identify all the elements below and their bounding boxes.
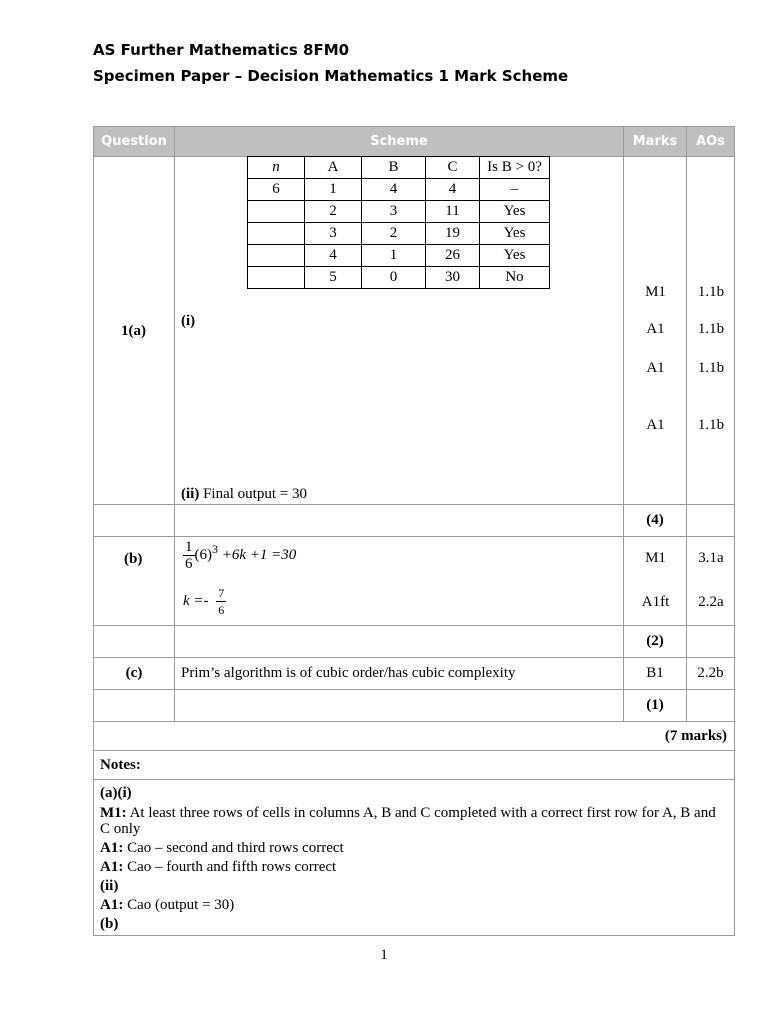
- mark-code: A1: [646, 417, 665, 433]
- trace-cell: 1: [362, 245, 426, 267]
- note-line: (ii): [100, 878, 119, 894]
- col-header-aos: AOs: [687, 127, 735, 157]
- marks-cell-1b: [624, 537, 687, 626]
- note-line: M1: At least three rows of cells in columns A, B and C completed with a correct first row for A, B and C only: [100, 805, 716, 837]
- notes-title: Notes:: [94, 751, 735, 780]
- trace-row: [248, 267, 550, 289]
- mark-code: A1ft: [641, 594, 670, 610]
- col-header-question: Question: [94, 127, 175, 157]
- notes-body: [94, 780, 735, 936]
- trace-cell: 26: [426, 245, 480, 267]
- trace-header-c: C: [426, 157, 480, 179]
- subtotal-1a: (4): [624, 505, 687, 537]
- ao-code: 3.1a: [698, 550, 724, 566]
- question-label: (b): [124, 551, 143, 567]
- scheme-cell-1a: [175, 157, 624, 505]
- mark-code: M1: [645, 284, 666, 300]
- trace-cell: Yes: [480, 245, 550, 267]
- ao-code: 2.2b: [687, 658, 735, 690]
- trace-cell: [248, 267, 305, 289]
- trace-row: [248, 179, 550, 201]
- col-header-marks: Marks: [624, 127, 687, 157]
- trace-table: [247, 156, 550, 289]
- trace-cell: 1: [305, 179, 362, 201]
- note-line: (b): [100, 916, 119, 932]
- note-line: A1: Cao (output = 30): [100, 897, 235, 913]
- trace-header-b: B: [362, 157, 426, 179]
- note-line: (a)(i): [100, 785, 132, 801]
- question-cell-1c: (c): [94, 658, 175, 690]
- trace-header-check: Is B > 0?: [480, 157, 550, 179]
- trace-cell: [248, 223, 305, 245]
- total-marks: (7 marks): [94, 722, 735, 751]
- trace-cell: 2: [305, 201, 362, 223]
- subtotal-1c: (1): [624, 690, 687, 722]
- note-line: A1: Cao – second and third rows correct: [100, 840, 344, 856]
- trace-cell: Yes: [480, 201, 550, 223]
- trace-cell: [248, 245, 305, 267]
- equation-2: k =- $\frac{7}{6}$: [183, 586, 225, 617]
- mark-code: B1: [624, 658, 687, 690]
- trace-cell: 30: [426, 267, 480, 289]
- trace-cell: 4: [305, 245, 362, 267]
- scheme-cell-1c: Prim’s algorithm is of cubic order/has cubic complexity: [175, 658, 624, 690]
- question-cell-1a: [94, 157, 175, 505]
- part-i-label: (i): [181, 313, 196, 329]
- col-header-scheme: Scheme: [175, 127, 624, 157]
- marks-cell-1a: [624, 157, 687, 505]
- mark-code: A1: [646, 360, 665, 376]
- trace-cell: –: [480, 179, 550, 201]
- trace-cell: 4: [362, 179, 426, 201]
- trace-header-n: n: [248, 157, 305, 179]
- mark-code: A1: [646, 321, 665, 337]
- trace-cell: 6: [248, 179, 305, 201]
- trace-cell: 11: [426, 201, 480, 223]
- note-line: A1: Cao – fourth and fifth rows correct: [100, 859, 337, 875]
- question-cell-1b: [94, 537, 175, 626]
- trace-cell: 19: [426, 223, 480, 245]
- aos-cell-1a: [687, 157, 735, 505]
- mark-scheme-table: [93, 126, 735, 936]
- question-label: 1(a): [121, 323, 146, 339]
- mark-code: M1: [645, 550, 666, 566]
- equation-1: $\frac{1}{6}$ $(6)^3 +6k +1 =30$: [185, 539, 297, 572]
- ao-code: 1.1b: [697, 360, 725, 376]
- page-number: 1: [380, 947, 388, 963]
- aos-cell-1b: [687, 537, 735, 626]
- trace-cell: No: [480, 267, 550, 289]
- part-ii-answer: (ii) Final output = 30: [181, 486, 307, 502]
- trace-cell: 2: [362, 223, 426, 245]
- trace-cell: 3: [305, 223, 362, 245]
- ao-code: 1.1b: [697, 284, 725, 300]
- trace-cell: Yes: [480, 223, 550, 245]
- scheme-cell-1b: [175, 537, 624, 626]
- trace-row: [248, 223, 550, 245]
- ao-code: 1.1b: [697, 321, 725, 337]
- trace-header-a: A: [305, 157, 362, 179]
- subtotal-1b: (2): [624, 626, 687, 658]
- trace-row: [248, 201, 550, 223]
- trace-cell: 5: [305, 267, 362, 289]
- trace-cell: 3: [362, 201, 426, 223]
- ao-code: 2.2a: [698, 594, 724, 610]
- ao-code: 1.1b: [697, 417, 725, 433]
- trace-cell: 0: [362, 267, 426, 289]
- trace-cell: 4: [426, 179, 480, 201]
- document-subtitle: Specimen Paper – Decision Mathematics 1 Mark Scheme: [93, 67, 569, 85]
- trace-cell: [248, 201, 305, 223]
- trace-row: [248, 245, 550, 267]
- document-title: AS Further Mathematics 8FM0: [93, 41, 350, 59]
